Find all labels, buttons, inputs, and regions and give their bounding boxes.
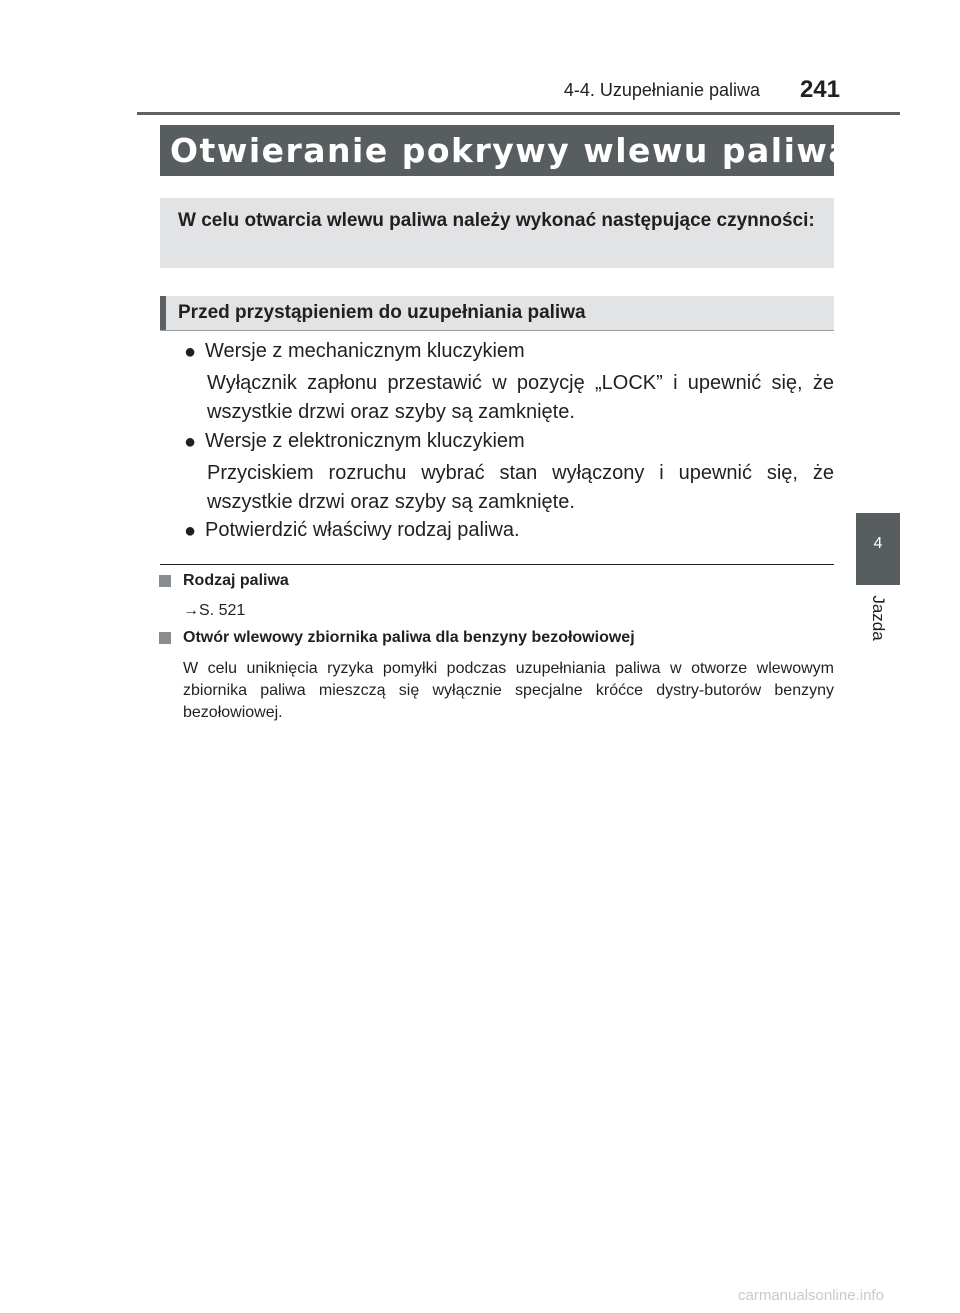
bullet-icon: ● bbox=[184, 341, 197, 363]
bullet-label-electronic-key: Wersje z elektronicznym kluczykiem bbox=[205, 430, 525, 452]
chapter-tab[interactable] bbox=[856, 513, 900, 585]
note-title-fuel-type: Rodzaj paliwa bbox=[183, 572, 289, 589]
chapter-label bbox=[858, 590, 898, 650]
header-rule bbox=[137, 112, 900, 115]
subheading-text: Przed przystąpieniem do uzupełniania paliwa bbox=[178, 302, 586, 323]
title-bar bbox=[160, 125, 853, 176]
bullet-icon: ● bbox=[184, 520, 197, 542]
subheading-accent bbox=[160, 296, 166, 330]
note-marker-icon bbox=[159, 575, 171, 587]
chapter-label-text: Jazda bbox=[869, 595, 888, 641]
watermark: carmanualsonline.info bbox=[738, 1287, 884, 1304]
page-number: 241 bbox=[799, 76, 840, 103]
intro-text: W celu otwarcia wlewu paliwa należy wykonać następujące czynności: bbox=[178, 210, 815, 231]
bullet-label-mechanical-key: Wersje z mechanicznym kluczykiem bbox=[205, 340, 525, 362]
bullet-label-fuel-type: Potwierdzić właściwy rodzaj paliwa. bbox=[205, 519, 520, 541]
bullet-body-electronic-key: Przyciskiem rozruchu wybrać stan wyłączony i upewnić się, że wszystkie drzwi oraz szyby są zamknięte. bbox=[207, 462, 834, 513]
page-reference-link[interactable]: →S. 521 bbox=[183, 602, 246, 619]
section-divider bbox=[160, 564, 834, 565]
bullet-icon: ● bbox=[184, 431, 197, 453]
subheading-bar bbox=[160, 296, 834, 331]
note-title-filler-opening: Otwór wlewowy zbiornika paliwa dla benzyny bezołowiowej bbox=[183, 629, 635, 646]
bullet-body-mechanical-key: Wyłącznik zapłonu przestawić w pozycję „LOCK” i upewnić się, że wszystkie drzwi oraz szyby są zamknięte. bbox=[207, 372, 834, 423]
intro-box bbox=[160, 198, 834, 268]
note-marker-icon bbox=[159, 632, 171, 644]
header-section-title: 4-4. Uzupełnianie paliwa bbox=[563, 80, 760, 100]
chapter-tab-number: 4 bbox=[873, 535, 883, 552]
page-title: Otwieranie pokrywy wlewu paliwa bbox=[170, 131, 853, 170]
note-body-filler-opening: W celu uniknięcia ryzyka pomyłki podczas uzupełniania paliwa w otworze wlewowym zbiornika paliwa mieszczą się wyłącznie specjalne króćce dystry-butorów benzyny bezołowiowej. bbox=[183, 660, 834, 721]
